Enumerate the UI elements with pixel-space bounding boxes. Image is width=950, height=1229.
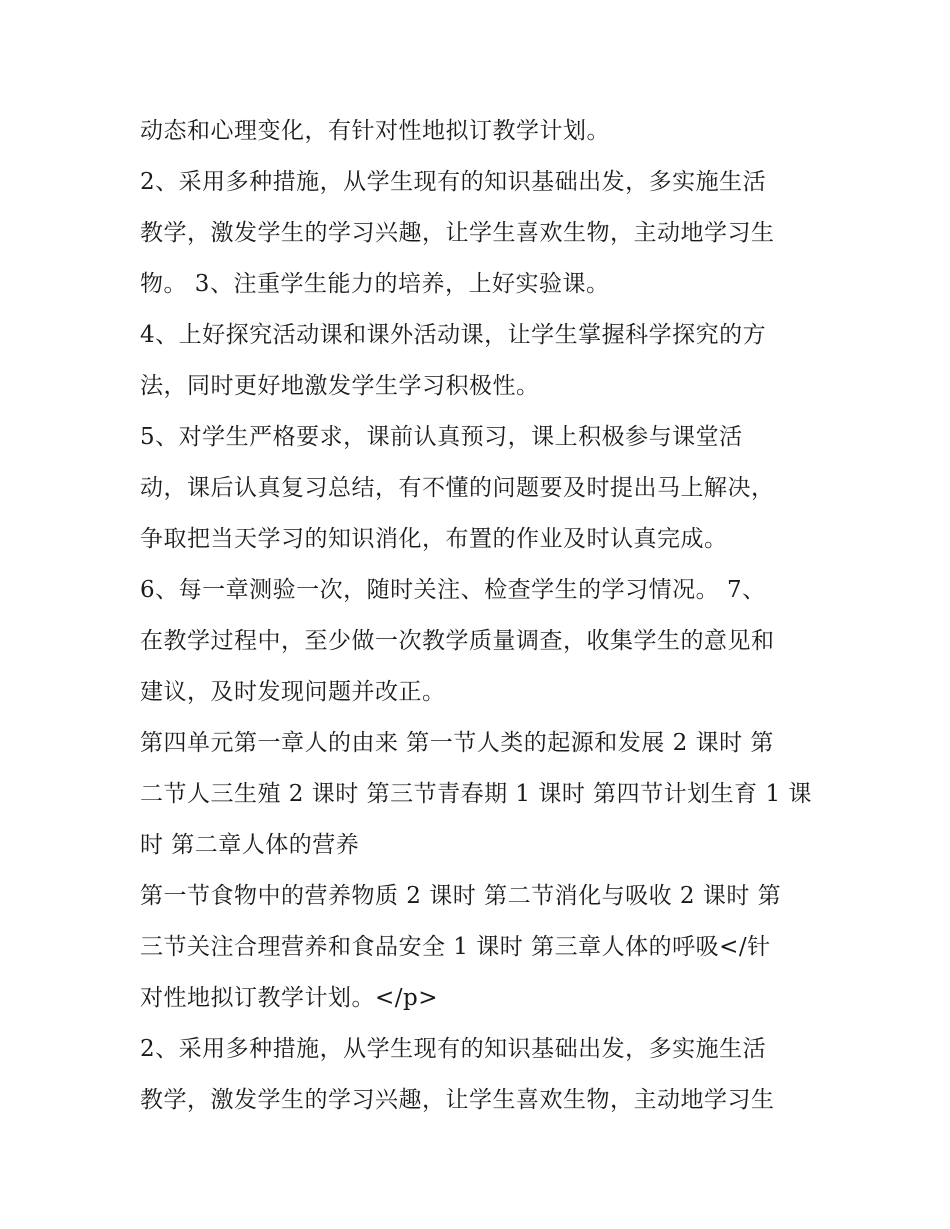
text-line-9: 争取把当天学习的知识消化，布置的作业及时认真完成。 xyxy=(140,526,728,552)
text-line-19: 2、采用多种措施，从学生现有的知识基础出发，多实施生活 xyxy=(140,1036,767,1062)
text-line-1: 动态和心理变化，有针对性地拟订教学计划。 xyxy=(140,118,610,144)
text-line-5: 4、上好探究活动课和课外活动课，让学生掌握科学探究的方 xyxy=(140,322,767,348)
text-line-16: 第一节食物中的营养物质 2 课时 第二节消化与吸收 2 课时 第 xyxy=(140,883,782,909)
text-line-2: 2、采用多种措施，从学生现有的知识基础出发，多实施生活 xyxy=(140,169,767,195)
text-line-20: 教学，激发学生的学习兴趣，让学生喜欢生物，主动地学习生 xyxy=(140,1087,775,1113)
text-line-18: 对性地拟订教学计划。</p> xyxy=(140,985,439,1011)
text-line-11: 在教学过程中，至少做一次教学质量调查，收集学生的意见和 xyxy=(140,628,775,654)
text-line-3: 教学，激发学生的学习兴趣，让学生喜欢生物，主动地学习生 xyxy=(140,220,775,246)
text-line-4: 物。 3、注重学生能力的培养，上好实验课。 xyxy=(140,271,610,297)
text-line-6: 法，同时更好地激发学生学习积极性。 xyxy=(140,373,540,399)
text-line-17: 三节关注合理营养和食品安全 1 课时 第三章人体的呼吸</针 xyxy=(140,934,771,960)
text-line-15: 时 第二章人体的营养 xyxy=(140,832,360,858)
document-body xyxy=(140,106,830,1126)
text-line-12: 建议，及时发现问题并改正。 xyxy=(140,679,446,705)
text-line-7: 5、对学生严格要求，课前认真预习，课上积极参与课堂活 xyxy=(140,424,743,450)
text-line-14: 二节人三生殖 2 课时 第三节青春期 1 课时 第四节计划生育 1 课 xyxy=(140,781,812,807)
text-line-13: 第四单元第一章人的由来 第一节人类的起源和发展 2 课时 第 xyxy=(140,730,774,756)
text-line-8: 动，课后认真复习总结，有不懂的问题要及时提出马上解决， xyxy=(140,475,775,501)
text-line-10: 6、每一章测验一次，随时关注、检查学生的学习情况。 7、 xyxy=(140,577,766,603)
